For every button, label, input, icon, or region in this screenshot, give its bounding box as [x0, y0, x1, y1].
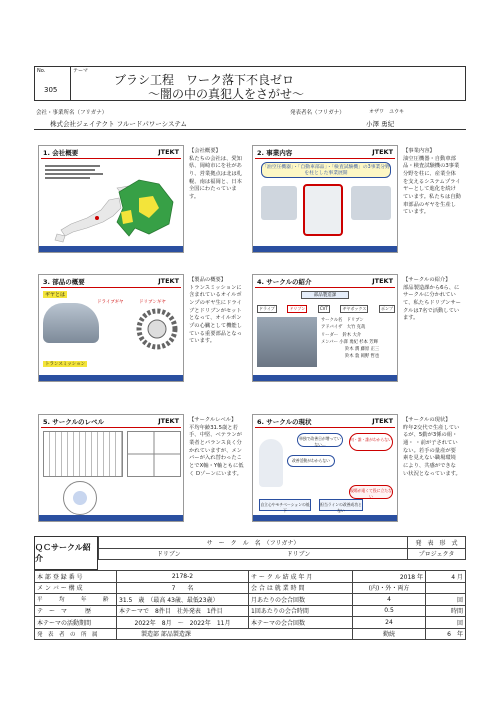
business-banner: 「油空圧機器」・「自動車部品」・「検査試験機」の3事業分野を柱とした事業展開 [261, 162, 391, 178]
circle-name: ドリブン [99, 548, 239, 560]
label-drive-gear: ドライブギヤ [97, 300, 124, 305]
row-label: テ ー マ 歴 [35, 605, 117, 617]
company-label: 会社・事業所名（フリガナ） [36, 110, 108, 116]
no-value: 305 [44, 86, 58, 94]
aichi-map [109, 172, 181, 244]
speech-bubble-alert: 現場が遠くて役に立たない [349, 485, 393, 499]
row-value: 4 [353, 594, 426, 606]
row-value: 24 [353, 617, 426, 629]
org-items [257, 305, 395, 313]
side-note-title: 【事業内容】 [403, 148, 435, 154]
product-photo-hydraulics [261, 186, 297, 220]
brand-logo: JTEKT [372, 417, 393, 425]
org-item: ドライブ [259, 306, 275, 311]
brand-logo: JTEKT [158, 277, 179, 285]
qc-title-box [34, 536, 98, 570]
slide-circle-level [38, 414, 184, 522]
presenter-kana: オザワ ユウキ [369, 109, 405, 115]
side-note-text: 部品製造課から6ら、にサークルに分かれていて、私たちドリブンサークルは7名で活動しています。 [403, 284, 461, 322]
member-name: 大竹 克哉 [346, 325, 366, 331]
table-row [35, 571, 466, 583]
side-note-text: 昨年2交代で生産しているが、5勤が3係の組・通・ ・前が子されていない。若手の量産が要素を見えない職場環境により、共感ができない状況となっています。 [403, 424, 461, 477]
slide-business [252, 145, 398, 253]
slide-title: 2. 事業内容 [257, 149, 293, 157]
table-row [35, 594, 466, 606]
row-label: メ ン バ ー 構 成 [35, 582, 117, 594]
row-unit: 4 月 [426, 571, 466, 583]
table-row [35, 582, 466, 594]
row-label: 勤続 [353, 628, 426, 640]
member-name: 鈴木 大介 [342, 332, 362, 338]
company-value: 株式会社ジェイテクト フルードパワーシステム [50, 120, 188, 128]
row-label: 月あたりの会合回数 [249, 594, 353, 606]
info-underline [34, 129, 466, 130]
row-label: 本 部 登 録 番 号 [35, 571, 117, 583]
member-role: サークル名 [321, 318, 343, 323]
company-side-note [189, 148, 245, 202]
col-presentation-form: 発 表 形 式 [408, 537, 466, 549]
row-label: 本テーマの会合回数 [249, 617, 353, 629]
label-transmission: トランスミッション [45, 362, 86, 367]
level-side-note [189, 417, 245, 478]
row-value: (内)・外・両方 [353, 582, 426, 594]
car-illustration [43, 303, 99, 343]
radar-chart [63, 481, 97, 515]
row-value: 0.5 [353, 605, 426, 617]
circle-side-note [403, 277, 461, 323]
member-table [321, 317, 395, 361]
row-label: サ ー ク ル 結 成 年 月 [249, 571, 353, 583]
side-note-title: 【サークルの現状】 [403, 417, 451, 423]
member-name: ドリブン [346, 318, 364, 323]
side-note-text: 私たちの会社は、愛知県、岡崎市にを社があり、営業拠点は北は札幌、南は福岡と、日本全国にわたっています。 [189, 155, 242, 201]
status-box-left: 自立心やモチベーションの低下 [259, 499, 311, 511]
product-photo-tester [351, 186, 391, 220]
row-unit: 回 [426, 594, 466, 606]
status-side-note [403, 417, 461, 478]
slide-circle-intro [252, 274, 398, 382]
brand-logo: JTEKT [372, 148, 393, 156]
member-name: 藤原 正三 [360, 347, 380, 353]
theme-title-line1: ブラシ工程 ワーク落下不良ゼロ [114, 73, 295, 87]
slide-title: 4. サークルの紹介 [257, 278, 312, 286]
business-side-note [403, 148, 461, 217]
row-value: 6 年 [426, 628, 466, 640]
speech-bubble: 改善活動がわからない [287, 455, 335, 467]
row-label: 1回あたりの会合時間 [249, 605, 353, 617]
row-label: 平 均 年 齢 [35, 594, 117, 606]
gear-icon [135, 307, 179, 351]
slide-title: 3. 部品の概要 [43, 278, 85, 286]
side-note-text: 油空圧機器・自動車部品・検査試験機の3事業分野を柱に、産業全体を支えるシステムプライヤーとして進化を続けています。私たちは自動車部品のギヤを生産しています。 [403, 155, 461, 216]
row-unit: 時間 [426, 605, 466, 617]
level-grid-table [43, 431, 123, 477]
slide-circle-status [252, 414, 398, 522]
side-note-text: トランスミッションに含まれているオイルポンプのギヤ生にドライブとドリブンがセットとなって、オイルポンプの心臓として機能している重要部品となっています。 [189, 284, 242, 345]
row-value: 製造部 部品製造課 [117, 628, 353, 640]
label-gear: ギヤとは [45, 292, 66, 298]
brand-logo: JTEKT [372, 277, 393, 285]
row-value: 31.5 歳 （最高 43歳、最低23歳） [117, 594, 249, 606]
org-item: ポンプ [381, 306, 393, 311]
speech-bubble-alert: 何・誰・誰がわからない [349, 433, 393, 451]
row-label: 発 表 者 の 所 属 [35, 628, 117, 640]
slide-title: 6. サークルの現状 [257, 418, 312, 426]
person-illustration [259, 439, 283, 487]
row-unit [426, 582, 466, 594]
row-label: 本テーマの活動期間 [35, 617, 117, 629]
member-name: 岡野 哲也 [360, 354, 380, 360]
row-unit: 回 [426, 617, 466, 629]
qc-name-table [98, 536, 466, 560]
brand-logo: JTEKT [158, 148, 179, 156]
org-item: ギヤボックス [342, 306, 367, 311]
slide-title: 1. 会社概要 [43, 149, 79, 157]
speech-bubble: 単独で改善日が増っていない... [297, 433, 343, 447]
slide-title: 5. サークルのレベル [43, 418, 105, 426]
part-side-note [189, 277, 245, 346]
member-name: 鈴木 潤 [345, 347, 360, 353]
side-note-text: 平均年齢31.5歳と若手、中堅、ベテランが業者とバランス良く分かれていますが、メンバーが入れ替わったことでX軸・Y軸ともに低く Dゾーンにいます。 [189, 424, 244, 477]
member-role: リーダー [321, 332, 339, 338]
table-row [35, 628, 466, 640]
label-driven-gear: ドリブンギヤ [139, 300, 166, 305]
number-cell-divider [70, 66, 71, 101]
row-value: 2018 年 [353, 571, 426, 583]
slide-part-overview [38, 274, 184, 382]
col-circle-name: サ ー ク ル 名 （フリガナ） [99, 537, 408, 549]
member-name: 杉本 芳輝 [359, 339, 378, 345]
presenter-name: 小澤 勇紀 [366, 120, 395, 128]
row-value: 7 名 [117, 582, 249, 594]
row-value: 2022年 8月 ～ 2022年 11月 [117, 617, 249, 629]
org-item: ドリブン [289, 306, 306, 311]
org-item: CVT [319, 306, 328, 311]
presentation-form: プロジェクタ [408, 548, 466, 560]
brand-logo: JTEKT [158, 417, 179, 425]
member-name: 小澤 勇紀 [339, 339, 358, 345]
slide-company-overview [38, 145, 184, 253]
kana-paren [359, 548, 408, 560]
org-top-box: 部品製造課 [301, 291, 349, 299]
qc-detail-table [34, 570, 466, 640]
side-note-title: 【サークルレベル】 [189, 417, 237, 423]
table-row [35, 605, 466, 617]
side-note-title: 【サークルの紹介】 [403, 277, 451, 283]
table-row [35, 617, 466, 629]
company-text-block [45, 163, 105, 185]
circle-name-kana: ドリブン [239, 548, 359, 560]
product-photo-gears [303, 184, 343, 236]
row-value: 本テーマで 8件目 社外発表 1件目 [117, 605, 249, 617]
no-label: No. [37, 68, 46, 74]
status-box-right: 担当ラインの改善成功とない [319, 499, 363, 511]
side-note-title: 【会社概要】 [189, 148, 221, 154]
member-role: アドバイザ [321, 325, 343, 331]
side-note-title: 【製品の概要】 [189, 277, 227, 283]
qc-title: ＱＣサークル紹介 [35, 543, 91, 563]
row-value: 2178-2 [117, 571, 249, 583]
row-label: 会 合 は 就 業 時 間 [249, 582, 353, 594]
theme-title-line2: ～闇の中の真犯人をさがせ～ [148, 87, 305, 101]
group-photo [257, 317, 317, 367]
member-name: 鈴木 敦 [345, 354, 360, 360]
level-matrix-chart [127, 431, 181, 477]
presenter-label: 発表者名（フリガナ） [290, 110, 345, 116]
member-role: メンバー [321, 339, 338, 345]
theme-label: テーマ [73, 68, 89, 74]
